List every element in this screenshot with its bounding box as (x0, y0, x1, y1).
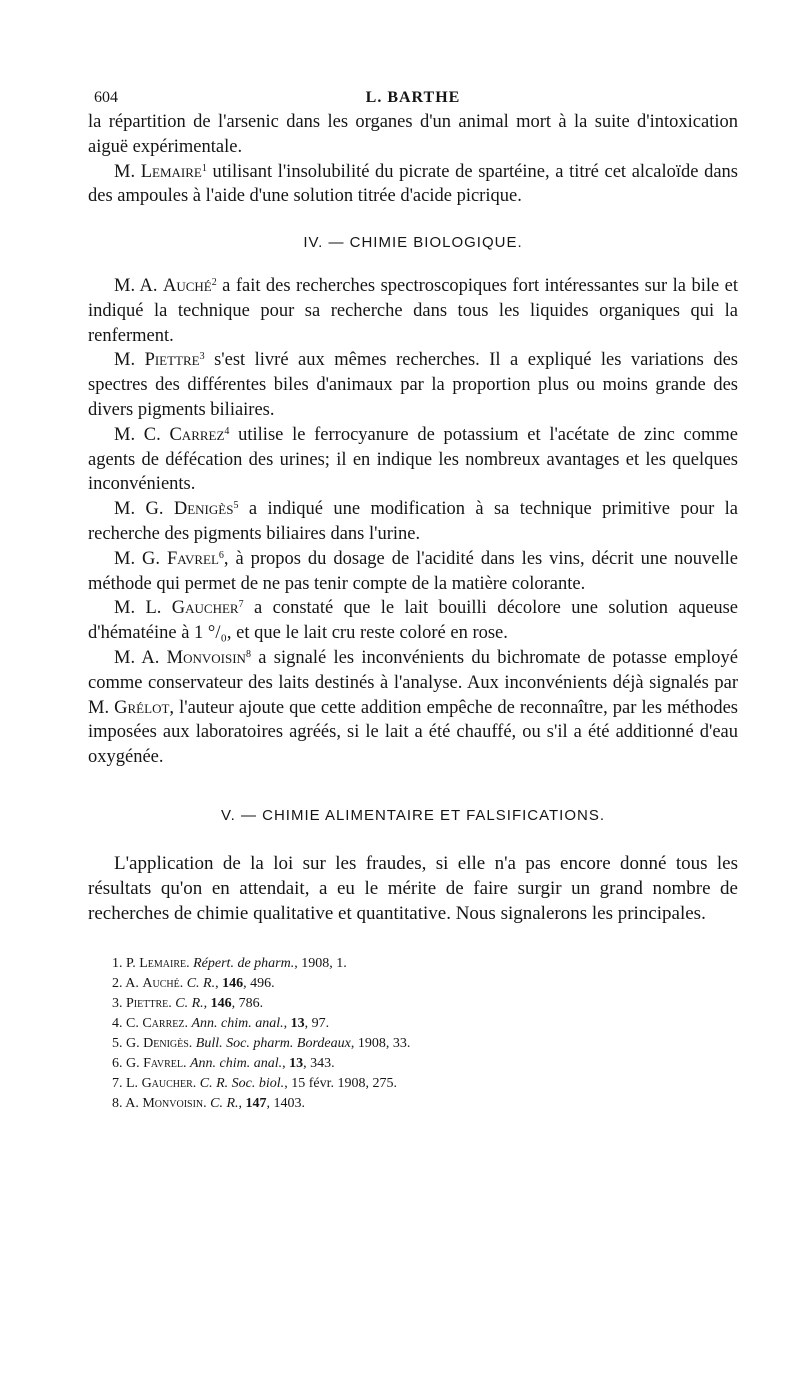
footnote-ref: 1 (201, 162, 207, 174)
section-iv-body (88, 274, 738, 770)
footnote-ref: 5 (233, 500, 239, 512)
section-v-paragraph: L'application de la loi sur les fraudes, si elle n'a pas encore donné tous les résultats qu'on en attendait, a eu le mérite de faire surgir un grand nombre de recherches de chimie qualitative et quantitative. Nous signalerons les principales. (88, 852, 738, 924)
intro-paragraph-1: la répartition de l'arsenic dans les organes d'un animal mort à la suite d'intoxication aiguë expérimentale. (88, 112, 738, 157)
author-name: Gaucher (171, 598, 239, 619)
footnote-4: 4. C. Carrez. Ann. chim. anal., 13, 97. (112, 1015, 330, 1031)
footnote-ref: 2 (211, 276, 217, 288)
paragraph-piettre: M. Piettre$^3$ s'est livré aux mêmes recherches. Il a expliqué les variations des spectres des différentes biles d'animaux par la proportion plus ou moins grande des divers pigments biliaires. (88, 350, 739, 420)
footnote-3: 3. Piettre. C. R., 146, 786. (112, 995, 264, 1011)
paragraph-auche: M. A. Auché$^2$ a fait des recherches spectroscopiques fort intéressantes sur la bile et indiqué la technique pour sa recherche dans tous les liquides organiques qui la renferment. (88, 275, 738, 346)
footnote-2: 2. A. Auché. C. R., 146, 496. (112, 975, 275, 991)
running-head: L. BARTHE (365, 89, 461, 106)
author-name: Auché (162, 275, 212, 296)
paragraph-gaucher: M. L. Gaucher$^7$ a constaté que le lait bouilli décolore une solution aqueuse d'hématéine à 1 °/₀, et que le lait cru reste coloré en rose. (88, 598, 738, 644)
footnote-6: 6. G. Favrel. Ann. chim. anal., 13, 343. (112, 1055, 335, 1071)
section-heading-v: V. — CHIMIE ALIMENTAIRE ET FALSIFICATIONS. (220, 806, 606, 824)
footnote-ref: 8 (245, 648, 251, 660)
footnote-8: 8. A. Monvoisin. C. R., 147, 1403. (112, 1095, 306, 1111)
footnote-7: 7. L. Gaucher. C. R. Soc. biol., 15 févr. 1908, 275. (112, 1075, 397, 1091)
paragraph-deniges: M. G. Denigès$^5$ a indiqué une modification à sa technique primitive pour la recherche des pigments biliaires dans l'urine. (88, 499, 738, 544)
footnote-ref: 4 (224, 425, 230, 437)
paragraph-carrez: M. C. Carrez$^4$ utilise le ferrocyanure de potassium et l'acétate de zinc comme agents de défécation des urines; il en indique les nombreux avantages et les quelques inconvénients. (88, 424, 738, 495)
page (88, 80, 738, 1114)
footnote-ref: 6 (218, 549, 224, 561)
page-header (88, 80, 738, 110)
author-name: Denigès (173, 499, 234, 520)
paragraph-favrel: M. G. Favrel$^6$, à propos du dosage de l'acidité dans les vins, décrit une nouvelle méthode qui permet de ne pas tenir compte de la matière colorante. (88, 548, 738, 594)
footnote-ref: 3 (199, 351, 205, 363)
author-name: Lemaire (140, 161, 202, 182)
author-name: Grélot (114, 697, 170, 718)
author-name: Piettre (144, 350, 200, 371)
section-heading-iv: IV. — CHIMIE BIOLOGIQUE. (303, 234, 523, 252)
page-number: 604 (94, 89, 118, 106)
author-name: Carrez (169, 424, 225, 445)
footnote-5: 5. G. Denigès. Bull. Soc. pharm. Bordeaux, 1908, 33. (112, 1035, 411, 1051)
footnote-1: 1. P. Lemaire. Répert. de pharm., 1908, 1. (112, 955, 347, 971)
author-name: Monvoisin (166, 647, 246, 668)
footnote-ref: 7 (238, 599, 244, 611)
footnotes (88, 954, 738, 1114)
intro-paragraph-2: M. Lemaire$^1$ utilisant l'insolubilité du picrate de spartéine, a titré cet alcaloïde dans des ampoules à l'aide d'une solution titrée d'acide picrique. (88, 161, 738, 207)
paragraph-monvoisin: M. A. Monvoisin$^8$ a signalé les inconvénients du bichromate de potasse employé comme conservateur des laits destinés à l'analyse. Aux inconvénients déjà signalés par M. Grélot, l'auteur ajoute que cette addition empêche de reconnaître, par les méthodes imposées aux laboratoires agréés, si le lait a été chauffé, ou s'il a été additionné d'eau oxygénée. (88, 647, 739, 768)
author-name: Favrel (166, 548, 219, 569)
